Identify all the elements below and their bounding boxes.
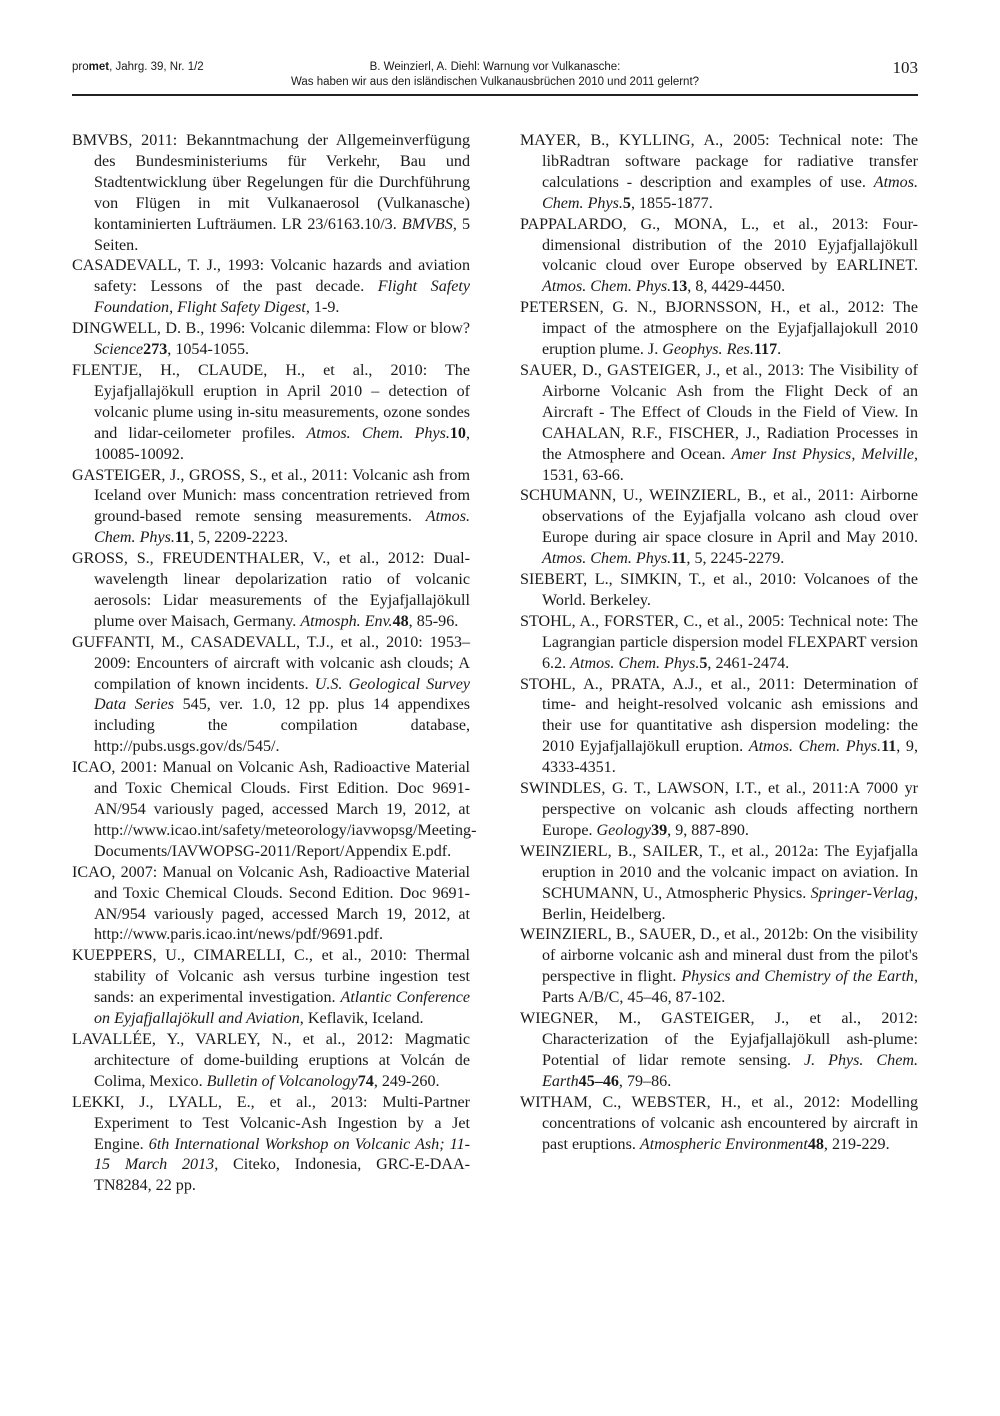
article-title bbox=[72, 60, 918, 90]
reference-journal: Atmosph. Env. bbox=[300, 612, 393, 630]
references-column-left bbox=[72, 131, 477, 1197]
reference-entry bbox=[520, 361, 918, 486]
reference-rest: , 85-96. bbox=[408, 612, 459, 630]
reference-rest: , 8, 4429-4450. bbox=[687, 278, 786, 296]
reference-entry bbox=[520, 486, 918, 570]
reference-text: MAYER, B., KYLLING, A., 2005: Technical note: The libRadtran software package for radiative transfer calculations - description and examples of use. bbox=[520, 132, 918, 191]
reference-journal: J. Phys. Chem. Earth bbox=[542, 1051, 919, 1090]
reference-journal: Atmos. Chem. Phys. bbox=[542, 278, 672, 296]
reference-entry bbox=[520, 570, 918, 612]
reference-text: SWINDLES, G. T., LAWSON, I.T., et al., 2011:A 7000 yr perspective on volcanic ash clouds affecting northern Europe. bbox=[520, 780, 918, 839]
reference-journal: U.S. Geological Survey Data Series bbox=[94, 675, 470, 714]
reference-text: GUFFANTI, M., CASADEVALL, T.J., et al., 2010: 1953–2009: Encounters of aircraft with volcanic ash clouds; A compilation of known incidents. bbox=[72, 633, 470, 693]
reference-text: LAVALLÉE, Y., VARLEY, N., et al., 2012: Magmatic architecture of dome-building eruptions at Volcán de Colima, Mexico. bbox=[72, 1030, 470, 1090]
reference-journal: Atlantic Conference on Eyjafjallajökull and Aviation bbox=[94, 989, 471, 1028]
reference-volume: 39 bbox=[651, 821, 668, 839]
reference-journal: Atmos. Chem. Phys. bbox=[748, 738, 882, 756]
reference-journal: Atmos. Chem. Phys. bbox=[94, 508, 470, 547]
reference-journal: Geology bbox=[596, 821, 652, 839]
article-authors-title: B. Weinzierl, A. Diehl: Warnung vor Vulkanasche: bbox=[369, 61, 621, 73]
reference-volume: 45–46 bbox=[578, 1072, 619, 1090]
reference-text: STOHL, A., FORSTER, C., et al., 2005: Technical note: The Lagrangian particle dispersion model FLEXPART version 6.2. bbox=[520, 612, 918, 672]
reference-rest: , 79–86. bbox=[618, 1072, 672, 1090]
reference-rest: , 1-9. bbox=[305, 299, 340, 317]
reference-entry bbox=[72, 758, 477, 863]
reference-journal: BMVBS bbox=[401, 215, 453, 233]
references-column-right bbox=[520, 131, 918, 1155]
reference-journal: 6th International Workshop on Volcanic Ash; 11-15 March 2013 bbox=[94, 1135, 470, 1174]
reference-text: SIEBERT, L., SIMKIN, T., et al., 2010: Volcanoes of the World. Berkeley. bbox=[520, 571, 918, 609]
reference-text: DINGWELL, D. B., 1996: Volcanic dilemma: Flow or blow? bbox=[72, 320, 470, 338]
reference-text: GROSS, S., FREUDENTHALER, V., et al., 2012: Dual-wavelength linear depolarization ratio of volcanic aerosols: Lidar measurements of the Eyjafjallajökull plume over Maisach, Germany. bbox=[72, 550, 470, 630]
reference-rest: , 2461-2474. bbox=[707, 654, 790, 672]
reference-entry bbox=[520, 925, 918, 1009]
reference-rest: , Keflavik, Iceland. bbox=[299, 1010, 424, 1028]
reference-journal: Bulletin of Volcanology bbox=[206, 1072, 358, 1090]
reference-volume: 11 bbox=[174, 529, 191, 547]
reference-entry bbox=[520, 1093, 918, 1156]
reference-text: ICAO, 2007: Manual on Volcanic Ash, Radioactive Material and Toxic Chemical Clouds. Second Edition. Doc 9691-AN/954 variously paged, accessed March 19, 2012, at http://www.paris.icao.int/news/pdf/9691.pdf. bbox=[72, 863, 470, 944]
reference-volume: 11 bbox=[671, 550, 687, 568]
reference-rest: , Berlin, Heidelberg. bbox=[542, 884, 918, 923]
reference-rest: , 5, 2245-2279. bbox=[686, 550, 785, 568]
reference-rest: , 10085-10092. bbox=[94, 424, 470, 463]
reference-text: WIEGNER, M., GASTEIGER, J., et al., 2012: Characterization of the Eyjafjallajökull ash-plume: Potential of lidar remote sensing. bbox=[520, 1010, 918, 1069]
reference-text: LEKKI, J., LYALL, E., et al., 2013: Multi-Partner Experiment to Test Volcanic-Ash Ingestion by a Jet Engine. bbox=[72, 1093, 470, 1153]
reference-entry bbox=[520, 131, 918, 215]
reference-volume: 117 bbox=[753, 341, 778, 359]
reference-text: GASTEIGER, J., GROSS, S., et al., 2011: Volcanic ash from Iceland over Munich: mass concentration retrieved from ground-based remote sensing measurements. bbox=[72, 466, 470, 526]
reference-rest: , 9, 4333-4351. bbox=[542, 738, 918, 777]
reference-entry bbox=[520, 1009, 918, 1093]
reference-volume: 48 bbox=[392, 612, 409, 630]
reference-entry bbox=[520, 842, 918, 926]
reference-journal: Atmos. Chem. Phys. bbox=[306, 424, 450, 442]
reference-entry bbox=[520, 612, 918, 675]
reference-journal: Science bbox=[94, 341, 144, 359]
reference-rest: , 5, 2209-2223. bbox=[190, 529, 289, 547]
reference-entry bbox=[72, 946, 470, 1030]
reference-journal: Atmos. Chem. Phys. bbox=[542, 550, 672, 568]
reference-text: STOHL, A., PRATA, A.J., et al., 2011: Determination of time- and height-resolved volcanic ash emissions and their use for quantitative ash dispersion modeling: the 2010 Eyjafjallajökull eruption. bbox=[520, 675, 918, 756]
reference-text: SCHUMANN, U., WEINZIERL, B., et al., 2011: Airborne observations of the Eyjafjalla volcano ash cloud over Europe during air space closure in April and May 2010. bbox=[520, 487, 918, 547]
reference-text: WITHAM, C., WEBSTER, H., et al., 2012: Modelling concentrations of volcanic ash encountered by aircraft in past eruptions. bbox=[520, 1093, 918, 1153]
reference-rest: , 1531, 63-66. bbox=[542, 445, 918, 484]
reference-text: WEINZIERL, B., SAUER, D., et al., 2012b: On the visibility of airborne volcanic ash and mineral dust from the pilot's perspective in flight. bbox=[520, 926, 918, 986]
header-rule bbox=[72, 94, 918, 96]
reference-text: ICAO, 2001: Manual on Volcanic Ash, Radioactive Material and Toxic Chemical Clouds. First Edition. Doc 9691-AN/954 variously paged, accessed March 19, 2012, at http://www.icao.int/safety/meteorology/iavwopsg/Meeting-Documents/IAVWOPSG-2011/Report/Appendix E.pdf. bbox=[72, 759, 477, 860]
reference-entry bbox=[72, 319, 470, 361]
reference-volume: 5 bbox=[622, 194, 631, 212]
reference-rest: , 9, 887-890. bbox=[667, 821, 749, 839]
reference-text: SAUER, D., GASTEIGER, J., et al., 2013: The Visibility of Airborne Volcanic Ash from the Flight Deck of an Aircraft - The Effect of Clouds in the Field of View. In CAHALAN, R.F., FISCHER, J., Radiation Processes in the Atmosphere and Ocean. bbox=[520, 361, 918, 463]
reference-volume: 11 bbox=[881, 738, 897, 756]
reference-text: WEINZIERL, B., SAILER, T., et al., 2012a: The Eyjafjalla eruption in 2010 and the volcanic impact on aviation. In SCHUMANN, U., Atmospheric Physics. bbox=[520, 842, 918, 902]
reference-volume: 10 bbox=[449, 424, 466, 442]
running-header bbox=[72, 58, 918, 94]
reference-journal: Atmos. Chem. Phys. bbox=[570, 654, 700, 672]
reference-volume: 48 bbox=[807, 1135, 824, 1153]
reference-rest: , 5 Seiten. bbox=[94, 215, 470, 254]
reference-journal: Atmospheric Environment bbox=[639, 1135, 808, 1153]
reference-entry bbox=[72, 1030, 470, 1093]
reference-volume: 273 bbox=[143, 341, 168, 359]
reference-journal: Atmos. Chem. Phys. bbox=[542, 173, 918, 212]
reference-rest: , 219-229. bbox=[823, 1135, 890, 1153]
reference-text: FLENTJE, H., CLAUDE, H., et al., 2010: The Eyjafjallajökull eruption in April 2010 – detection of volcanic plume using in-situ measurements, ozone sondes and lidar-ceilometer profiles. bbox=[72, 361, 470, 442]
reference-journal: Springer-Verlag bbox=[810, 884, 914, 902]
reference-entry bbox=[72, 633, 470, 758]
reference-text: PAPPALARDO, G., MONA, L., et al., 2013: Four-dimensional distribution of the 2010 Eyjafjallajökull volcanic cloud over Europe observed by EARLINET. bbox=[520, 215, 918, 275]
reference-rest: . bbox=[777, 341, 782, 359]
reference-entry bbox=[520, 215, 918, 299]
journal-prefix: pro bbox=[72, 61, 89, 73]
reference-entry bbox=[520, 675, 918, 780]
reference-text: BMVBS, 2011: Bekanntmachung der Allgemeinverfügung des Bundesministeriums für Verkehr, Bau und Stadtentwicklung über Regelungen für die Durchführung von Flügen in mit Vulkanaerosol (Vulkanasche) kontaminierten Lufträumen. LR 23/6163.10/3. bbox=[72, 132, 470, 233]
reference-entry bbox=[72, 256, 470, 319]
reference-entry bbox=[72, 131, 470, 256]
reference-text: KUEPPERS, U., CIMARELLI, C., et al., 2010: Thermal stability of Volcanic ash versus turbine ingestion test sands: an experimental investigation. bbox=[72, 947, 470, 1007]
reference-entry bbox=[72, 466, 470, 550]
reference-entry bbox=[72, 1093, 470, 1198]
reference-journal: Amer Inst Physics, Melville bbox=[731, 445, 914, 463]
reference-rest: 545, ver. 1.0, 12 pp. plus 14 appendixes including the compilation database, http://pubs.usgs.gov/ds/545/. bbox=[94, 696, 470, 756]
reference-entry bbox=[72, 863, 470, 947]
reference-entry bbox=[72, 361, 470, 466]
reference-rest: , 1855-1877. bbox=[630, 194, 713, 212]
reference-entry bbox=[72, 549, 470, 633]
reference-journal: Physics and Chemistry of the Earth bbox=[681, 968, 914, 986]
reference-journal: Flight Safety Foundation, Flight Safety Digest bbox=[94, 278, 470, 317]
reference-entry bbox=[520, 298, 918, 361]
journal-issue: , Jahrg. 39, Nr. 1/2 bbox=[109, 61, 204, 73]
reference-rest: , Parts A/B/C, 45–46, 87-102. bbox=[542, 968, 918, 1007]
reference-rest: , 249-260. bbox=[373, 1072, 440, 1090]
reference-entry bbox=[520, 779, 918, 842]
reference-volume: 13 bbox=[671, 278, 688, 296]
page-number: 103 bbox=[892, 58, 918, 77]
reference-text: CASADEVALL, T. J., 1993: Volcanic hazards and aviation safety: Lessons of the past decade. bbox=[72, 257, 470, 296]
article-subtitle: Was haben wir aus den isländischen Vulkanausbrüchen 2010 und 2011 gelernt? bbox=[290, 76, 700, 88]
reference-rest: , Citeko, Indonesia, GRC-E-DAA-TN8284, 22 pp. bbox=[94, 1156, 470, 1195]
reference-journal: Geophys. Res. bbox=[662, 341, 754, 359]
reference-rest: , 1054-1055. bbox=[167, 341, 250, 359]
journal-emph: met bbox=[88, 61, 110, 73]
reference-volume: 5 bbox=[699, 654, 708, 672]
reference-text: PETERSEN, G. N., BJORNSSON, H., et al., 2012: The impact of the atmosphere on the Eyjafjallajokull 2010 eruption plume. J. bbox=[520, 299, 918, 359]
reference-volume: 74 bbox=[357, 1072, 374, 1090]
